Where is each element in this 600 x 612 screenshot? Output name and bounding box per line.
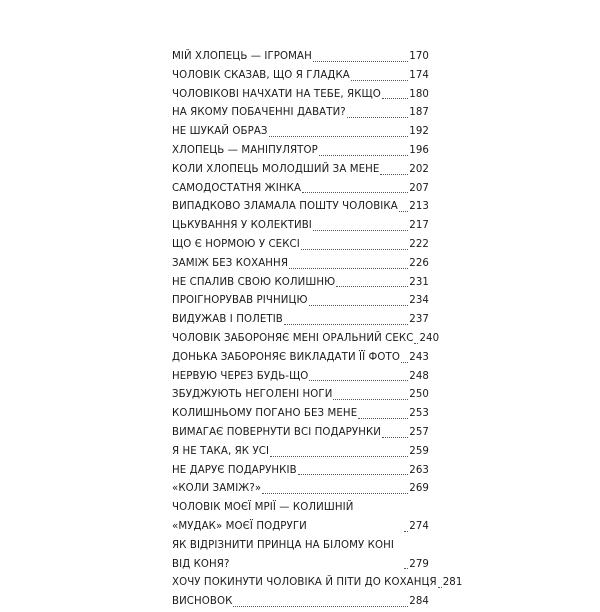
toc-entry-page: 274 xyxy=(409,520,429,532)
toc-entry xyxy=(172,424,429,443)
toc-entry xyxy=(172,593,429,612)
toc-entry-title: ВИМАГАЄ ПОВЕРНУТИ ВСІ ПОДАРУНКИ xyxy=(172,426,382,438)
toc-entry-page: 231 xyxy=(409,276,429,288)
toc-entry-title: НЕ ШУКАЙ ОБРАЗ xyxy=(172,126,268,138)
toc-entry-page: 192 xyxy=(409,126,429,138)
toc-entry-page: 226 xyxy=(409,257,429,269)
toc-entry-page: 281 xyxy=(442,577,463,589)
toc-entry xyxy=(172,386,429,405)
toc-entry xyxy=(172,236,429,255)
toc-entry-title: ЩО Є НОРМОЮ У СЕКСІ xyxy=(172,238,300,250)
toc-entry xyxy=(172,311,429,330)
toc-entry-title: ЯК ВІДРІЗНИТИ ПРИНЦА НА БІЛОМУ КОНІ ВІД КОНЯ? xyxy=(172,539,394,570)
toc-entry-page: 279 xyxy=(409,558,429,570)
toc-entry xyxy=(172,537,429,575)
dot-leader xyxy=(262,493,408,494)
toc-entry-page: 196 xyxy=(409,144,429,156)
toc-entry-page: 240 xyxy=(419,332,440,344)
toc-entry-page: 248 xyxy=(409,370,429,382)
toc-entry-title: ВИСНОВОК xyxy=(172,596,233,608)
toc-entry xyxy=(172,161,429,180)
dot-leader xyxy=(414,343,418,344)
toc-entry xyxy=(172,48,429,67)
dot-leader xyxy=(382,437,408,438)
toc-entry-title: НЕ СПАЛИВ СВОЮ КОЛИШНЮ xyxy=(172,276,336,288)
toc-entry-page: 269 xyxy=(409,483,429,495)
toc-entry-title: ДОНЬКА ЗАБОРОНЯЄ ВИКЛАДАТИ ЇЇ ФОТО xyxy=(172,351,400,363)
toc-entry-title: ВИПАДКОВО ЗЛАМАЛА ПОШТУ ЧОЛОВІКА xyxy=(172,201,398,213)
toc-entry xyxy=(172,330,440,349)
toc-entry xyxy=(172,67,429,86)
toc-entry-title: НА ЯКОМУ ПОБАЧЕННІ ДАВАТИ? xyxy=(172,107,346,119)
toc-entry-title: ПРОІГНОРУВАВ РІЧНИЦЮ xyxy=(172,295,308,307)
toc-entry-title: ХОЧУ ПОКИНУТИ ЧОЛОВІКА Й ПІТИ ДО КОХАНЦЯ xyxy=(172,577,437,589)
dot-leader xyxy=(302,192,408,193)
toc-entry xyxy=(172,104,429,123)
toc-entry-title: МІЙ ХЛОПЕЦЬ — ІГРОМАН xyxy=(172,51,312,62)
dot-leader xyxy=(401,362,408,363)
dot-leader xyxy=(336,286,408,287)
toc-entry-page: 202 xyxy=(409,163,429,175)
toc-entry-page: 174 xyxy=(409,69,429,81)
toc-entry xyxy=(172,349,429,368)
dot-leader xyxy=(319,155,408,156)
dot-leader xyxy=(289,268,408,269)
dot-leader xyxy=(399,211,408,212)
dot-leader xyxy=(233,606,408,607)
dot-leader xyxy=(313,230,408,231)
toc-entry xyxy=(172,123,429,142)
dot-leader xyxy=(358,418,408,419)
toc-entry-title: КОЛИШНЬОМУ ПОГАНО БЕЗ МЕНЕ xyxy=(172,408,358,420)
toc-entry-title: ХЛОПЕЦЬ — МАНІПУЛЯТОР xyxy=(172,144,318,156)
toc-entry xyxy=(172,217,429,236)
dot-leader xyxy=(301,249,408,250)
toc-entry xyxy=(172,292,429,311)
toc-entry-page: 180 xyxy=(409,88,429,100)
dot-leader xyxy=(404,568,408,569)
toc-entry-title: ЗБУДЖУЮТЬ НЕГОЛЕНІ НОГИ xyxy=(172,389,333,401)
dot-leader xyxy=(347,117,408,118)
toc-entry-page: 222 xyxy=(409,238,429,250)
toc-entry-title: НЕРВУЮ ЧЕРЕЗ БУДЬ-ЩО xyxy=(172,370,309,382)
dot-leader xyxy=(351,80,408,81)
toc-entry-title: КОЛИ ХЛОПЕЦЬ МОЛОДШИЙ ЗА МЕНЕ xyxy=(172,163,380,175)
toc-entry xyxy=(172,443,429,462)
dot-leader xyxy=(404,531,408,532)
toc-entry-page: 243 xyxy=(409,351,429,363)
toc-entry xyxy=(172,86,429,105)
toc-entry-title: САМОДОСТАТНЯ ЖІНКА xyxy=(172,182,302,194)
toc-entry-title: «КОЛИ ЗАМІЖ?» xyxy=(172,483,262,495)
toc-entry xyxy=(172,180,429,199)
dot-leader xyxy=(269,136,409,137)
toc-entry-title: ЗАМІЖ БЕЗ КОХАННЯ xyxy=(172,257,289,269)
toc-entry xyxy=(172,405,429,424)
dot-leader xyxy=(298,474,409,475)
toc-entry xyxy=(172,480,429,499)
toc-entry-page: 257 xyxy=(409,426,429,438)
toc-entry-page: 253 xyxy=(409,408,429,420)
toc-entry-title: ВИДУЖАВ І ПОЛЕТІВ xyxy=(172,314,283,326)
dot-leader xyxy=(438,587,442,588)
toc-entry-title: ЦЬКУВАННЯ У КОЛЕКТИВІ xyxy=(172,220,312,232)
toc-entry-title: ЧОЛОВІК ЗАБОРОНЯЄ МЕНІ ОРАЛЬНИЙ СЕКС xyxy=(172,332,414,344)
toc-entry xyxy=(172,368,429,387)
toc-entry-title: ЧОЛОВІКОВІ НАЧХАТИ НА ТЕБЕ, ЯКЩО xyxy=(172,88,381,100)
dot-leader xyxy=(382,98,408,99)
toc-entry-page: 217 xyxy=(409,220,429,232)
table-of-contents xyxy=(172,48,463,612)
toc-entry xyxy=(172,274,429,293)
toc-entry xyxy=(172,462,429,481)
dot-leader xyxy=(309,380,408,381)
toc-entry-page: 263 xyxy=(409,464,429,476)
toc-entry-page: 234 xyxy=(409,295,429,307)
dot-leader xyxy=(284,324,408,325)
toc-entry-page: 187 xyxy=(409,107,429,119)
toc-entry-title: Я НЕ ТАКА, ЯК УСІ xyxy=(172,445,270,457)
dot-leader xyxy=(333,399,408,400)
toc-entry-title: ЧОЛОВІК МОЄЇ МРІЇ — КОЛИШНІЙ «МУДАК» МОЄЇ ПОДРУГИ xyxy=(172,502,354,532)
toc-entry-page: 237 xyxy=(409,314,429,326)
toc-entry-page: 213 xyxy=(409,201,429,213)
toc-entry xyxy=(172,499,429,537)
toc-entry xyxy=(172,142,429,161)
toc-entry-page: 250 xyxy=(409,389,429,401)
toc-entry-page: 170 xyxy=(409,51,429,62)
toc-entry xyxy=(172,574,463,593)
toc-entry-page: 207 xyxy=(409,182,429,194)
toc-entry-page: 259 xyxy=(409,445,429,457)
toc-entry xyxy=(172,255,429,274)
dot-leader xyxy=(313,61,408,62)
dot-leader xyxy=(309,305,409,306)
dot-leader xyxy=(270,456,408,457)
toc-entry xyxy=(172,198,429,217)
toc-entry-page: 284 xyxy=(409,596,429,608)
toc-entry-title: НЕ ДАРУЄ ПОДАРУНКІВ xyxy=(172,464,297,476)
dot-leader xyxy=(380,174,408,175)
toc-entry-title: ЧОЛОВІК СКАЗАВ, ЩО Я ГЛАДКА xyxy=(172,69,350,81)
